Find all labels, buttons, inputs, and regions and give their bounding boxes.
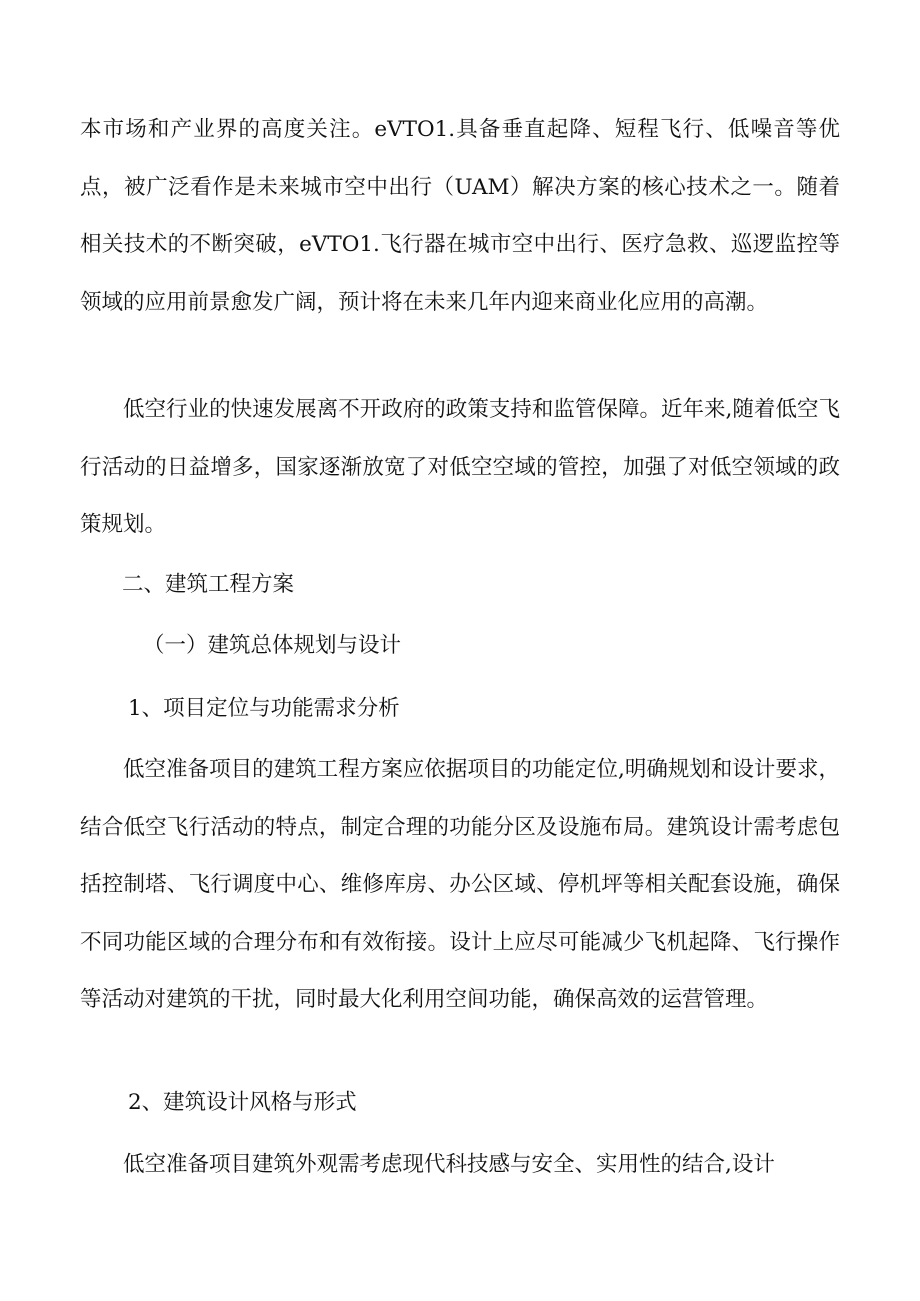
subsection-heading: （一）建筑总体规划与设计 — [143, 633, 402, 658]
paragraph-evtol-intro: 本市场和产业界的高度关注。eVTO1.具备垂直起降、短程飞行、低噪音等优点，被广泛看作是未来城市空中出行（UAM）解决方案的核心技术之一。随着相关技术的不断突破，eVTO1.飞行器在城市空中出行、医疗急救、巡逻监控等领域的应用前景愈发广阔，预计将在未来几年内迎来商业化应用的高潮。 — [80, 117, 840, 315]
item2-heading: 2、建筑设计风格与形式 — [128, 1090, 357, 1115]
paragraph-function-analysis: 低空准备项目的建筑工程方案应依据项目的功能定位,明确规划和设计要求，结合低空飞行活动的特点，制定合理的功能分区及设施布局。建筑设计需考虑包括控制塔、飞行调度中心、维修库房、办公区域、停机坪等相关配套设施，确保不同功能区域的合理分布和有效衔接。设计上应尽可能减少飞机起降、飞行操作等活动对建筑的干扰，同时最大化利用空间功能，确保高效的运营管理。 — [80, 757, 840, 1012]
section-heading: 二、建筑工程方案 — [122, 572, 295, 597]
item1-heading: 1、项目定位与功能需求分析 — [128, 696, 400, 721]
paragraph-design-style: 低空准备项目建筑外观需考虑现代科技感与安全、实用性的结合,设计 — [123, 1152, 775, 1177]
paragraph-policy-support: 低空行业的快速发展离不开政府的政策支持和监管保障。近年来,随着低空飞行活动的日益增多，国家逐渐放宽了对低空空域的管控，加强了对低空领域的政策规划。 — [80, 397, 840, 537]
